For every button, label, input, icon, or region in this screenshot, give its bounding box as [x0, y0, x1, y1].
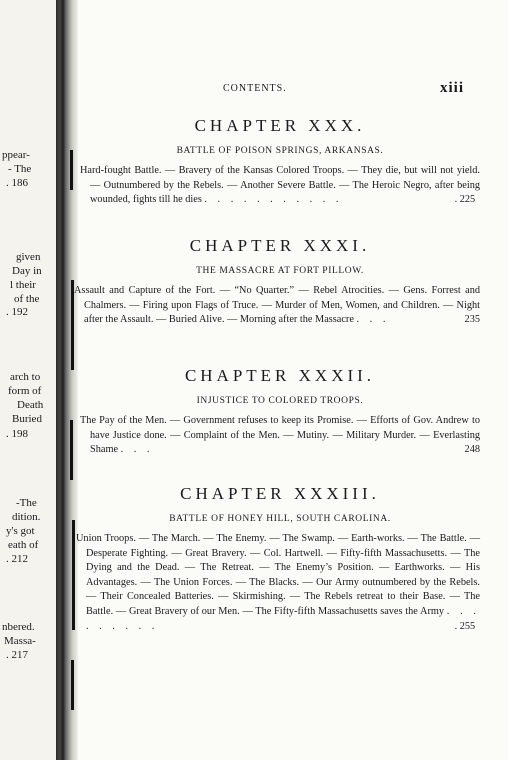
page-reference: . 225 — [454, 194, 476, 206]
chapter-entry — [76, 484, 480, 634]
dot-leaders: . . . — [356, 314, 390, 326]
running-header — [78, 80, 478, 101]
gutter-speck — [70, 420, 73, 480]
facing-line: . 212 — [6, 553, 28, 565]
facing-line: nbered. — [2, 621, 35, 633]
chapter-synopsis — [80, 414, 480, 458]
chapter-entry — [74, 236, 480, 328]
dot-leaders: . . . — [120, 444, 154, 456]
facing-line: l their — [10, 279, 36, 291]
synopsis-text: Union Troops. — The March. — The Enemy. — The Swamp. — Earth-works. — The Battle. — Desperate Fighting. — Great Bravery. — Col. Hartwell. — Fifty-fifth Massachusetts. — The Dying and the Dead. — The Retreat. — The Enemy’s Position. — Earthworks. — His Advantages. — The Union Forces. — The Blacks. — Our Army outnumbered by the Rebels. — Their Concealed Batteries. — Skirmishing. — The Rebels retreat to their Base. — The Battle. — Great Bravery of our Men. — The Fifty-fifth Massachusetts saves the Army — [76, 533, 480, 617]
gutter-speck — [71, 660, 74, 710]
chapter-title: INJUSTICE TO COLORED TROOPS. — [196, 396, 364, 406]
facing-line: -The — [16, 497, 37, 509]
facing-line: - The — [8, 163, 32, 175]
chapter-entry — [80, 116, 480, 208]
facing-line: dition. — [12, 511, 41, 523]
facing-line: given — [16, 251, 41, 263]
facing-line: y's got — [6, 525, 35, 537]
synopsis-text: The Pay of the Men. — Government refuses to keep its Promise. — Efforts of Gov. Andrew to have Justice done. — Complaint of the Men. — Mutiny. — Military Murder. — Everlasting Shame — [80, 415, 480, 456]
facing-line: Massa- — [4, 635, 36, 647]
page-reference: 248 — [464, 444, 480, 456]
chapter-number: CHAPTER XXXII. — [184, 366, 376, 385]
facing-line: . 198 — [6, 428, 28, 440]
gutter-speck — [72, 520, 75, 630]
facing-line: Buried — [12, 413, 42, 425]
page-reference: . 255 — [454, 620, 476, 632]
facing-line: form of — [8, 385, 42, 397]
facing-line: of the — [14, 293, 40, 305]
gutter-speck — [70, 150, 73, 190]
book-gutter-shadow — [56, 0, 78, 760]
running-head-title: CONTENTS. — [223, 83, 287, 94]
dot-leaders: . . . . . . . . . — [86, 605, 480, 632]
chapter-number: CHAPTER XXX. — [194, 116, 366, 135]
chapter-entry — [80, 366, 480, 458]
facing-page-fragment — [0, 0, 56, 760]
facing-line: eath of — [8, 539, 39, 551]
dot-leaders: . . . . . . . . . . . — [204, 194, 343, 206]
facing-line: . 217 — [6, 649, 28, 661]
synopsis-text: Assault and Capture of the Fort. — “No Quarter.” — Rebel Atrocities. — Gens. Forrest and Chalmers. — Firing upon Flags of Truce. — Murder of Men, Women, and Children. — Night after the Assault. — Buried Alive. — Morning after the Massacre — [74, 285, 480, 326]
facing-line: ppear- — [2, 149, 30, 161]
chapter-synopsis — [76, 532, 480, 634]
page-folio: xiii — [439, 80, 464, 96]
chapter-synopsis — [80, 164, 480, 208]
facing-line: Day in — [12, 265, 42, 277]
chapter-synopsis — [74, 284, 480, 328]
chapter-number: CHAPTER XXXIII. — [180, 484, 380, 503]
chapter-number: CHAPTER XXXI. — [189, 236, 371, 255]
page-reference: 235 — [464, 314, 480, 326]
chapter-title: BATTLE OF POISON SPRINGS, ARKANSAS. — [176, 146, 384, 156]
chapter-title: BATTLE OF HONEY HILL, SOUTH CAROLINA. — [169, 514, 391, 524]
facing-line: . 186 — [6, 177, 28, 189]
facing-line: . 192 — [6, 306, 28, 318]
facing-line: arch to — [10, 371, 41, 383]
synopsis-text: Hard-fought Battle. — Bravery of the Kansas Colored Troops. — They die, but will not yield. — Outnumbered by the Rebels. — Another Severe Battle. — The Heroic Negro, after being wounded, fights till he dies — [80, 165, 480, 206]
chapter-title: THE MASSACRE AT FORT PILLOW. — [196, 266, 364, 276]
facing-line: Death — [17, 399, 44, 411]
